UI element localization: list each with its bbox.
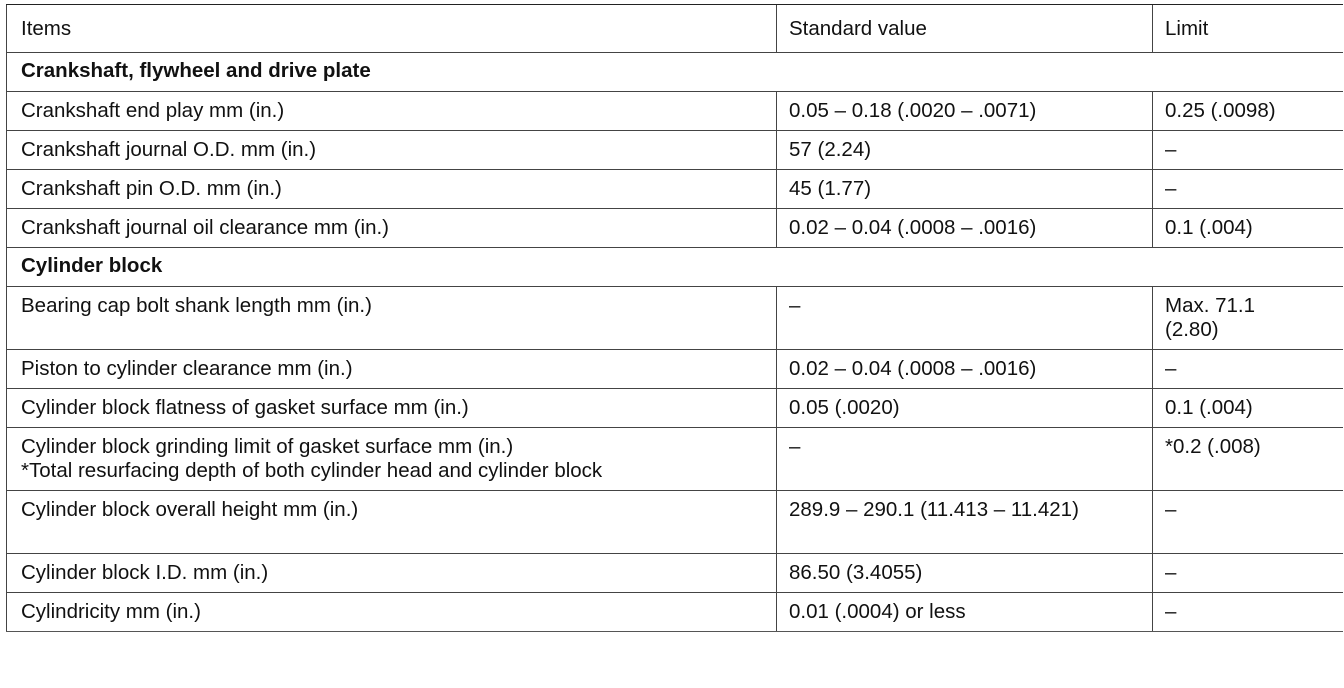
limit-cell: 0.1 (.004) [1153,209,1343,248]
item-cell: Cylinder block overall height mm (in.) [7,491,777,554]
standard-value-cell: – [777,428,1153,491]
limit-cell: – [1153,350,1343,389]
item-line: Cylinder block grinding limit of gasket surface mm (in.) [21,435,514,458]
standard-value-cell: 0.02 – 0.04 (.0008 – .0016) [777,209,1153,248]
item-cell: Crankshaft journal O.D. mm (in.) [7,131,777,170]
section-title-crankshaft: Crankshaft, flywheel and drive plate [7,53,1343,92]
item-cell: Crankshaft end play mm (in.) [7,92,777,131]
table-row [7,554,1343,593]
table-row [7,350,1343,389]
table-header-row [7,5,1343,53]
section-title-cylinder-block: Cylinder block [7,248,1343,287]
limit-cell: – [1153,593,1343,632]
column-header-limit: Limit [1153,5,1343,53]
table-row [7,593,1343,632]
specifications-table [6,4,1343,632]
standard-value-cell: 0.02 – 0.04 (.0008 – .0016) [777,350,1153,389]
standard-value-cell: 0.05 (.0020) [777,389,1153,428]
item-cell: Cylinder block I.D. mm (in.) [7,554,777,593]
limit-cell: – [1153,170,1343,209]
table-row [7,491,1343,554]
table-row [7,389,1343,428]
limit-cell [1153,287,1343,350]
limit-line: (2.80) [1165,318,1219,341]
table-row [7,170,1343,209]
standard-value-cell: 0.05 – 0.18 (.0020 – .0071) [777,92,1153,131]
item-cell: Crankshaft pin O.D. mm (in.) [7,170,777,209]
standard-value-cell: – [777,287,1153,350]
limit-cell: 0.1 (.004) [1153,389,1343,428]
standard-value-cell: 289.9 – 290.1 (11.413 – 11.421) [777,491,1153,554]
column-header-standard-value: Standard value [777,5,1153,53]
column-header-items: Items [7,5,777,53]
section-row [7,53,1343,92]
standard-value-cell: 57 (2.24) [777,131,1153,170]
limit-cell: – [1153,491,1343,554]
item-cell: Bearing cap bolt shank length mm (in.) [7,287,777,350]
table-row [7,428,1343,491]
footnote-line: *Total resurfacing depth of both cylinder head and cylinder block [21,459,603,482]
item-cell: Cylinder block flatness of gasket surface mm (in.) [7,389,777,428]
standard-value-cell: 0.01 (.0004) or less [777,593,1153,632]
item-cell: Piston to cylinder clearance mm (in.) [7,350,777,389]
limit-cell: – [1153,131,1343,170]
table-row [7,287,1343,350]
limit-line: Max. 71.1 [1165,294,1256,317]
item-cell: Crankshaft journal oil clearance mm (in.) [7,209,777,248]
spec-sheet [6,4,1342,632]
table-row [7,92,1343,131]
table-row [7,209,1343,248]
item-cell [7,428,777,491]
limit-cell: 0.25 (.0098) [1153,92,1343,131]
limit-cell: *0.2 (.008) [1153,428,1343,491]
section-row [7,248,1343,287]
limit-cell: – [1153,554,1343,593]
item-cell: Cylindricity mm (in.) [7,593,777,632]
table-row [7,131,1343,170]
standard-value-cell: 45 (1.77) [777,170,1153,209]
standard-value-cell: 86.50 (3.4055) [777,554,1153,593]
